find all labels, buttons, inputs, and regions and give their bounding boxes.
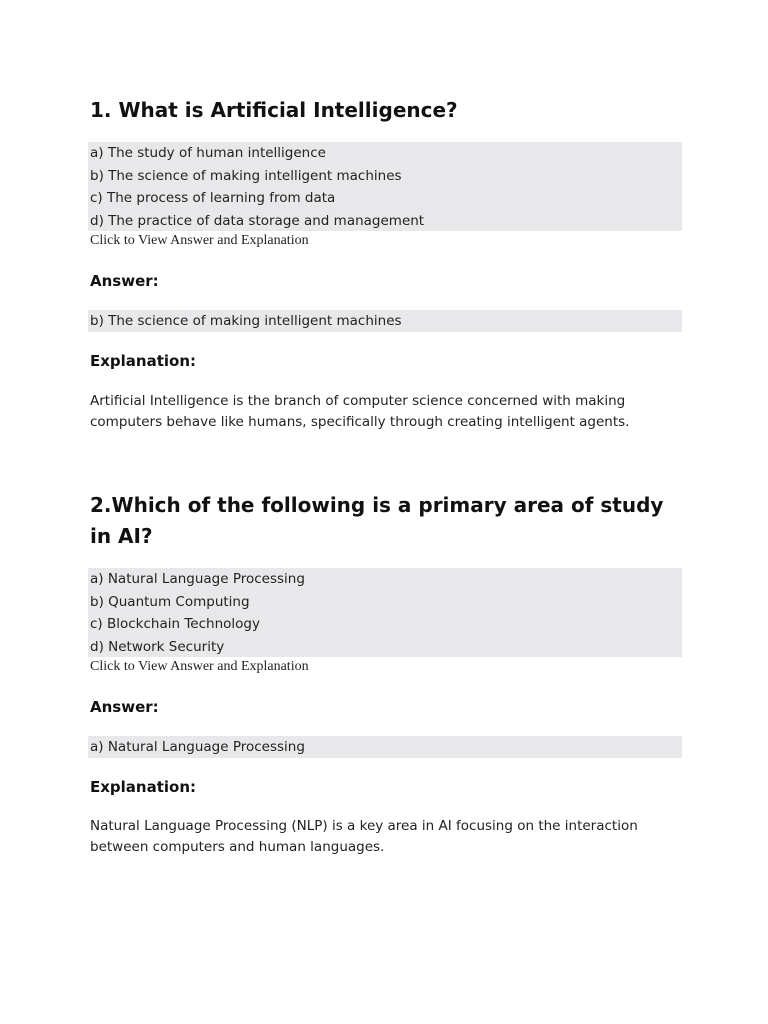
question-2-option-b: b) Quantum Computing [90,593,250,610]
question-1-option-c: c) The process of learning from data [90,190,336,206]
question-1-option-b: b) The science of making intelligent machines [90,167,402,184]
question-2-option-c: c) Blockchain Technology [90,616,260,632]
question-1-answer-label: Answer: [90,272,159,290]
question-2-option-d: d) Network Security [90,638,225,655]
question-2-answer-label: Answer: [90,698,159,716]
question-1-option-d: d) The practice of data storage and management [90,212,425,229]
question-1-options [88,142,682,231]
question-1-title: 1. What is Artificial Intelligence? [90,98,458,122]
question-2-reveal-link[interactable]: Click to View Answer and Explanation [90,659,309,674]
question-1-option-a: a) The study of human intelligence [90,145,326,161]
question-1-reveal-link[interactable]: Click to View Answer and Explanation [90,233,309,248]
question-1-explanation-label: Explanation: [90,352,197,370]
question-2-options [88,568,682,657]
question-1-answer: b) The science of making intelligent machines [88,310,682,332]
question-2-explanation-label: Explanation: [90,778,197,796]
question-2-title: 2.Which of the following is a primary area of study in AI? [90,493,664,548]
question-2-option-a: a) Natural Language Processing [90,571,305,587]
question-2-explanation: Natural Language Processing (NLP) is a key area in AI focusing on the interaction between computers and human languages. [90,818,638,855]
question-2-answer: a) Natural Language Processing [88,736,682,758]
question-1-explanation: Artificial Intelligence is the branch of computer science concerned with making computers behave like humans, specifically through creating intelligent agents. [90,393,630,430]
